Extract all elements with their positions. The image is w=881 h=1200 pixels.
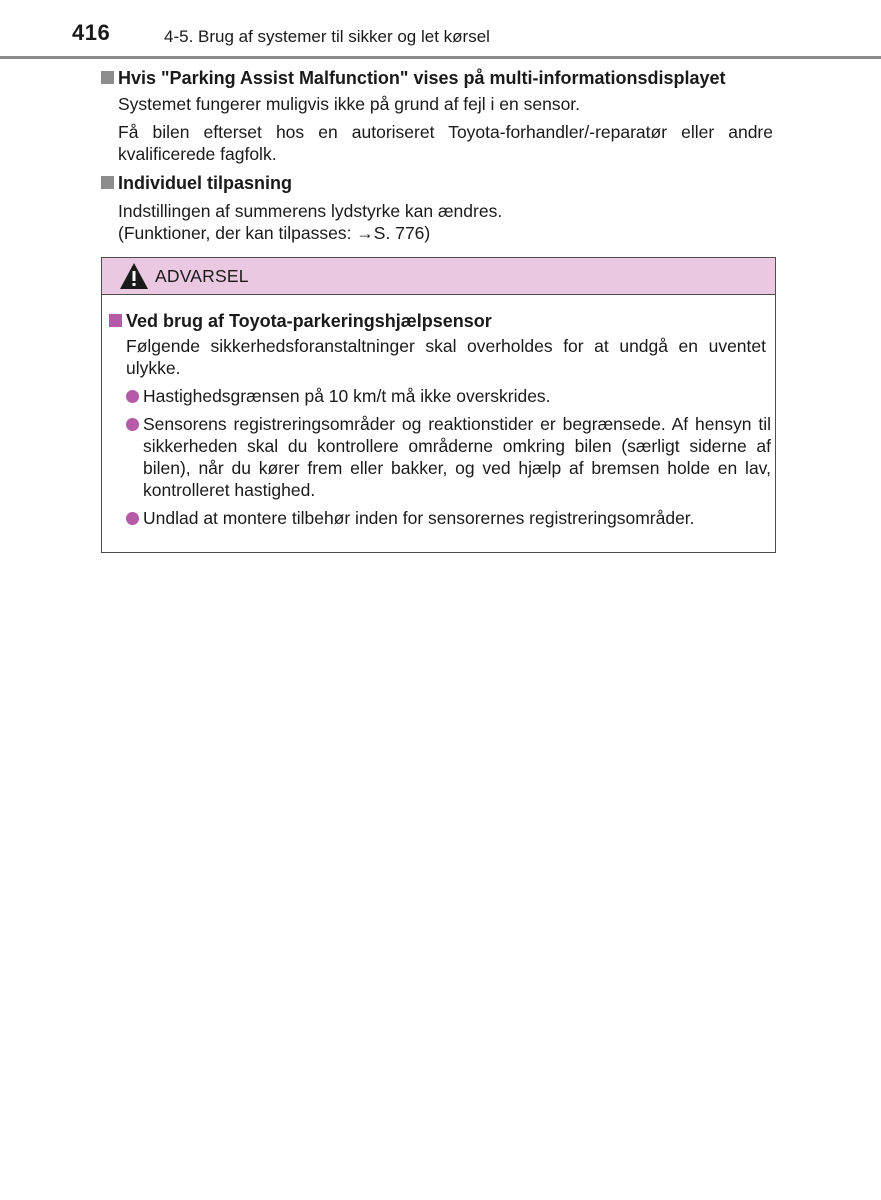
square-bullet-icon bbox=[101, 71, 114, 84]
warning-heading-text: Ved brug af Toyota-parkeringshjælpsensor bbox=[126, 311, 492, 331]
warning-title: ADVARSEL bbox=[155, 265, 249, 286]
list-item-text: Undlad at montere tilbehør inden for sensorernes registreringsområder. bbox=[143, 508, 695, 528]
paragraph: Systemet fungerer muligvis ikke på grund af fejl i en sensor. bbox=[118, 94, 581, 114]
header-divider bbox=[0, 56, 881, 59]
warning-triangle-icon bbox=[119, 262, 149, 290]
warning-header bbox=[102, 258, 775, 295]
chapter-title: 4-5. Brug af systemer til sikker og let kørsel bbox=[164, 27, 490, 46]
list-item bbox=[109, 413, 771, 501]
list-item bbox=[109, 507, 771, 529]
section-heading-text: Hvis "Parking Assist Malfunction" vises på multi-informationsdisplayet bbox=[118, 68, 726, 88]
list-item-text: Hastighedsgrænsen på 10 km/t må ikke overskrides. bbox=[143, 386, 551, 406]
section-heading-text: Individuel tilpasning bbox=[118, 173, 293, 193]
warning-content bbox=[109, 310, 771, 529]
warning-box bbox=[101, 257, 776, 553]
paragraph: Indstillingen af summerens lydstyrke kan ændres. bbox=[118, 201, 503, 221]
section-malfunction bbox=[101, 67, 773, 165]
list-item-text: Sensorens registreringsområder og reaktionstider er begrænsede. Af hensyn til sikkerheden skal du kontrollere områderne omkring bilen (særligt siderne af bilen), når du kører frem eller bakker, og ved hjælp af bremsen holde en lav, kontrolleret hastighed. bbox=[143, 414, 771, 500]
section-heading bbox=[101, 172, 773, 194]
circle-bullet-icon bbox=[126, 390, 139, 403]
page-number: 416 bbox=[72, 20, 111, 45]
paragraph: Få bilen efterset hos en autoriseret Toyota-forhandler/-reparatør eller andre kvalificerede fagfolk. bbox=[118, 122, 773, 164]
circle-bullet-icon bbox=[126, 418, 139, 431]
section-customization bbox=[101, 172, 773, 244]
paragraph: (Funktioner, der kan tilpasses: →S. 776) bbox=[118, 223, 431, 243]
list-item bbox=[109, 385, 771, 407]
square-bullet-icon bbox=[109, 314, 122, 327]
warning-intro: Følgende sikkerhedsforanstaltninger skal overholdes for at undgå en uventet ulykke. bbox=[126, 336, 766, 378]
square-bullet-icon bbox=[101, 176, 114, 189]
circle-bullet-icon bbox=[126, 512, 139, 525]
warning-bullet-list bbox=[109, 385, 771, 529]
section-heading bbox=[101, 67, 773, 89]
warning-heading bbox=[109, 310, 771, 332]
